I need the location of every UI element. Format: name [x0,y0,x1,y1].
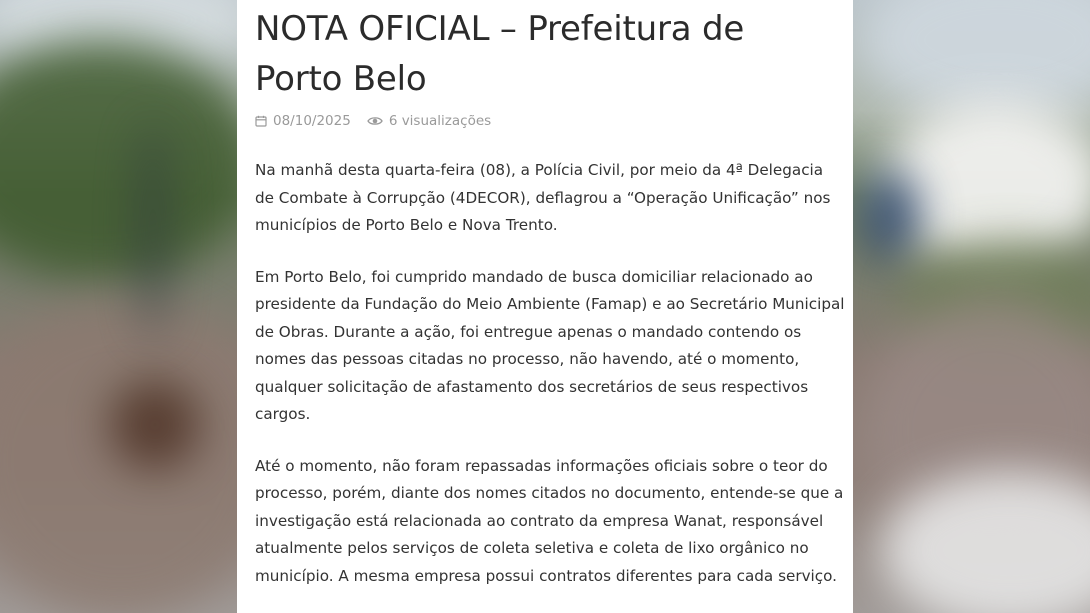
article-paragraph: Na manhã desta quarta-feira (08), a Polícia Civil, por meio da 4ª Delegacia de Combate à Corrupção (4DECOR), deflagrou a “Operação Unificação” nos municípios de Porto Belo e Nova Trento. [255,161,831,234]
publish-date-text: 08/10/2025 [273,113,351,129]
eye-icon [367,115,383,127]
view-count-text: 6 visualizações [388,113,492,129]
background-planter [110,380,200,470]
article-paragraph: Em Porto Belo, foi cumprido mandado de busca domiciliar relacionado ao presidente da Fundação do Meio Ambiente (Famap) e ao Secretário Municipal de Obras. Durante a ação, foi entregue apenas o mandado contendo os nomes das pessoas citadas no processo, não havendo, até o momento, qualquer solicitação de afastamento dos secretários de seus respectivos cargos. [255,267,845,423]
view-count [367,113,491,129]
background-pole [140,120,166,340]
article-card [237,0,853,613]
publish-date [255,113,351,129]
calendar-icon [255,115,267,127]
article-meta [255,111,853,131]
article-paragraph: Até o momento, não foram repassadas informações oficiais sobre o teor do processo, porém, diante dos nomes citados no documento, entende-se que a investigação está relacionada ao contrato da empresa Wanat, responsável atualmente pelos serviços de coleta seletiva e coleta de lixo orgânico no município. A mesma empresa possui contratos diferentes para cada serviço. [255,456,844,585]
background-building-door [860,170,920,260]
article-body [255,157,845,590]
background-trees [0,40,260,280]
article-title: NOTA OFICIAL – Prefeitura de Porto Belo [255,9,745,99]
